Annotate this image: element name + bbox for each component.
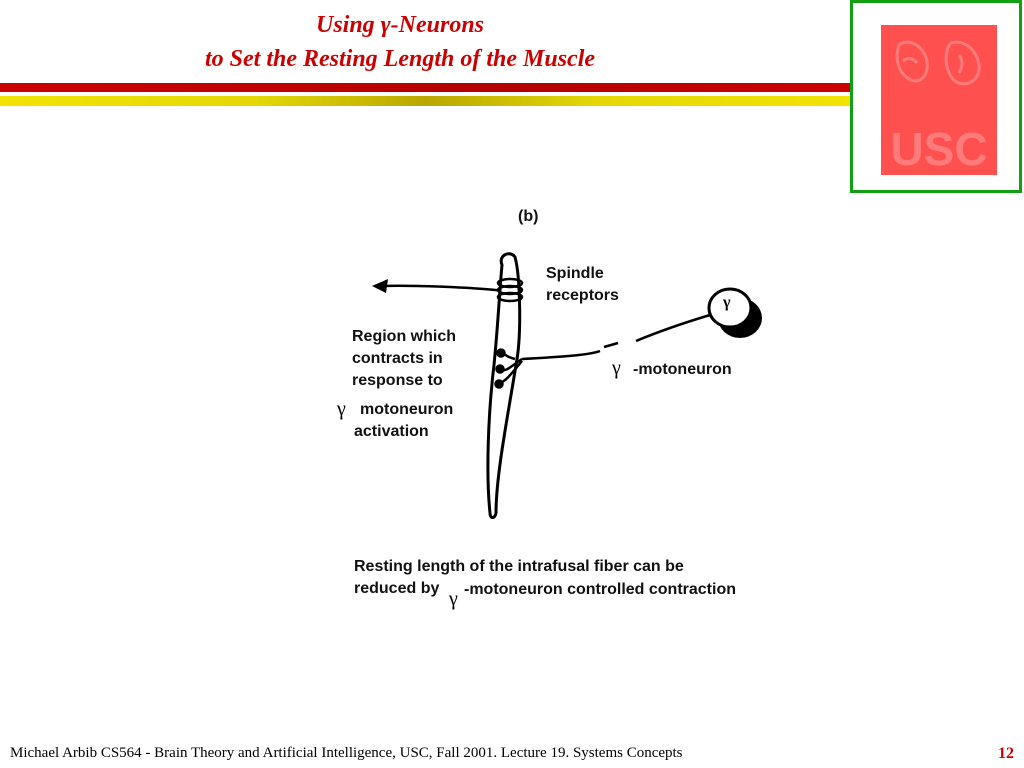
caption-gamma-symbol: γ bbox=[449, 588, 458, 610]
motoneuron-gamma-symbol: γ bbox=[612, 357, 621, 379]
caption-line1: Resting length of the intrafusal fiber can be bbox=[354, 558, 684, 575]
page-number: 12 bbox=[998, 745, 1014, 762]
gamma-axon-segment1 bbox=[522, 351, 600, 359]
gamma-axon-segment2 bbox=[636, 315, 710, 341]
spindle-label-line2: receptors bbox=[546, 287, 619, 304]
region-gamma-symbol: γ bbox=[337, 398, 346, 420]
spindle-label-line1: Spindle bbox=[546, 265, 604, 282]
usc-logo bbox=[881, 25, 997, 175]
panel-label: (b) bbox=[518, 208, 539, 225]
afferent-arrowhead bbox=[372, 279, 388, 293]
caption-line2-prefix: reduced by bbox=[354, 580, 440, 597]
logo-frame bbox=[850, 0, 1022, 193]
region-label-line4: motoneuron bbox=[360, 401, 454, 418]
svg-text:USC: USC bbox=[890, 123, 988, 175]
region-label-line5: activation bbox=[354, 423, 429, 440]
region-label-line2: contracts in bbox=[352, 350, 443, 367]
gamma-axon-gap bbox=[604, 343, 618, 347]
caption-line2-suffix: -motoneuron controlled contraction bbox=[464, 581, 736, 598]
cell-gamma-symbol: γ bbox=[723, 294, 731, 311]
muscle-spindle-diagram bbox=[300, 195, 800, 625]
slide-title-line1: Using γ-Neurons bbox=[315, 12, 485, 38]
footer-text: Michael Arbib CS564 - Brain Theory and Artificial Intelligence, USC, Fall 2001. Lecture 19. Systems Concepts bbox=[10, 745, 683, 761]
title-underline-yellow bbox=[0, 96, 852, 106]
region-label-line1: Region which bbox=[352, 328, 456, 345]
motoneuron-label: -motoneuron bbox=[633, 361, 732, 378]
afferent-fiber bbox=[380, 286, 505, 291]
region-label-line3: response to bbox=[352, 372, 443, 389]
slide-title-line2: to Set the Resting Length of the Muscle bbox=[204, 46, 596, 72]
title-underline-red bbox=[0, 83, 852, 92]
